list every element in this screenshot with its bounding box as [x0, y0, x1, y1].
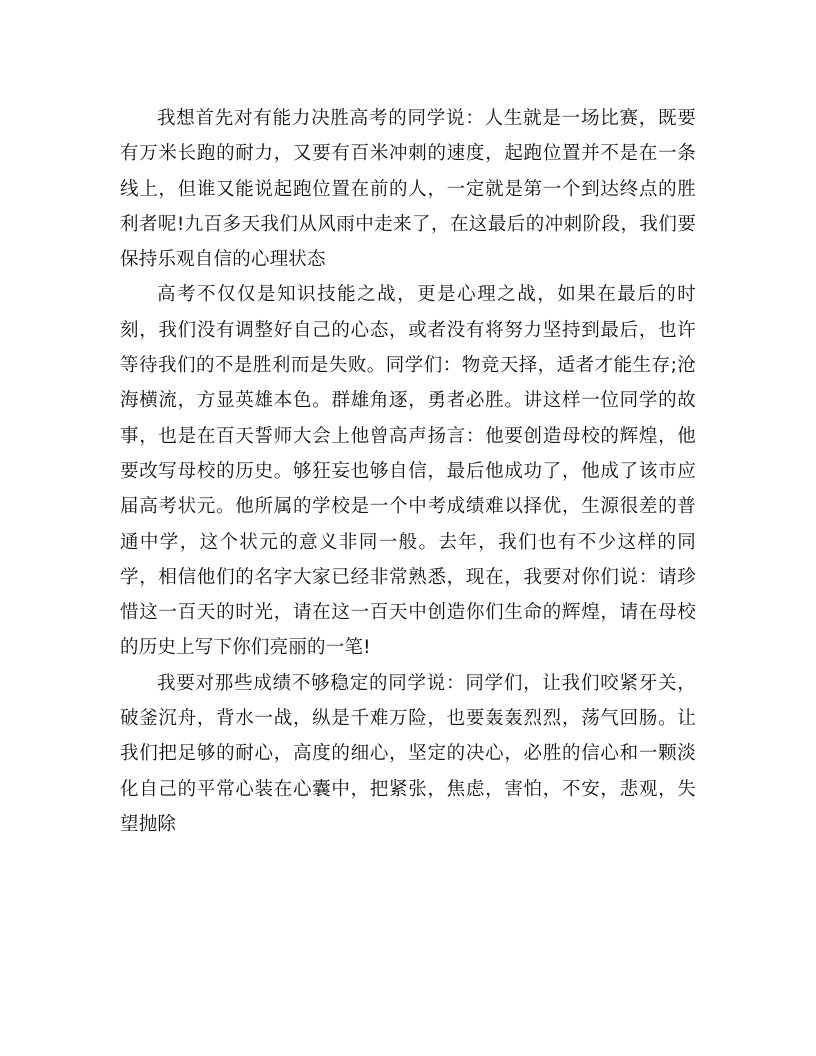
document-body — [120, 101, 696, 842]
paragraph-3: 我要对那些成绩不够稳定的同学说：同学们，让我们咬紧牙关，破釜沉舟，背水一战，纵是千难万险，也要轰轰烈烈，荡气回肠。让我们把足够的耐心，高度的细心，坚定的决心，必胜的信心和一颗淡化自己的平常心装在心囊中，把紧张，焦虑，害怕，不安，悲观，失望抛除 — [120, 672, 696, 835]
paragraph-2: 高考不仅仅是知识技能之战，更是心理之战，如果在最后的时刻，我们没有调整好自己的心态，或者没有将努力坚持到最后，也许等待我们的不是胜利而是失败。同学们：物竞天择，适者才能生存;沧海横流，方显英雄本色。群雄角逐，勇者必胜。讲这样一位同学的故事，也是在百天誓师大会上他曾高声扬言：他要创造母校的辉煌，他要改写母校的历史。够狂妄也够自信，最后他成功了，他成了该市应届高考状元。他所属的学校是一个中考成绩难以择优，生源很差的普通中学，这个状元的意义非同一般。去年，我们也有不少这样的同学，相信他们的名字大家已经非常熟悉，现在，我要对你们说：请珍惜这一百天的时光，请在这一百天中创造你们生命的辉煌，请在母校的历史上写下你们亮丽的一笔! — [120, 284, 696, 659]
paragraph-1: 我想首先对有能力决胜高考的同学说：人生就是一场比赛，既要有万米长跑的耐力，又要有百米冲刺的速度，起跑位置并不是在一条线上，但谁又能说起跑位置在前的人，一定就是第一个到达终点的胜利者呢!九百多天我们从风雨中走来了，在这最后的冲刺阶段，我们要保持乐观自信的心理状态 — [120, 108, 696, 271]
